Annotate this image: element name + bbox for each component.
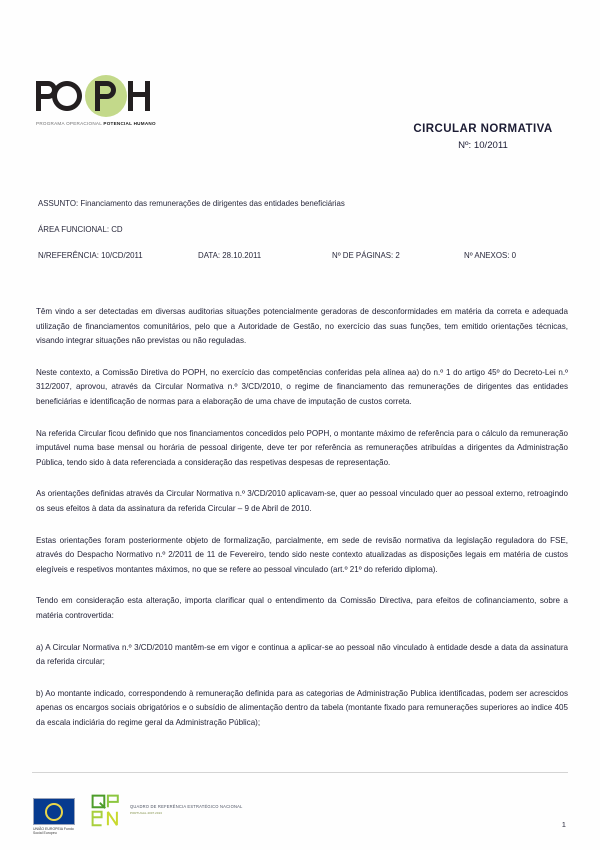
- body-paragraph: Na referida Circular ficou definido que nos financiamentos concedidos pelo POPH, o montante máximo de referência para o cálculo da remuneração imputável numa base mensal ou horária de pessoal dirigente, deve ter por referência as remunerações atribuídas a dirigentes da Administração Pública, tendo sido à data referenciada a consideração das respetivas despesas de representação.: [36, 428, 568, 467]
- document-number: Nº: 10/2011: [458, 140, 508, 151]
- meta-data: DATA: 28.10.2011: [198, 251, 262, 260]
- qren-title: QUADRO DE REFERÊNCIA ESTRATÉGICO NACIONAL: [130, 803, 243, 809]
- poph-logo-mark: [34, 74, 162, 118]
- eu-flag-icon: [33, 798, 75, 825]
- body-paragraph: Neste contexto, a Comissão Diretiva do POPH, no exercício das competências conferidas pela alínea aa) do n.º 1 do artigo 45º do Decreto-Lei n.º 312/2007, aprovou, através da Circular Normativa n.º 3/CD/2010, o regime de financiamento das remunerações de dirigentes das entidades beneficiárias e identificação de normas para a elaboração de uma chave de imputação de custos correta.: [36, 367, 568, 406]
- document-header: [0, 0, 600, 175]
- poph-tagline-bold: POTENCIAL HUMANO: [103, 121, 156, 126]
- body-paragraph: Tendo em consideração esta alteração, importa clarificar qual o entendimento da Comissão Directiva, para efeitos de cofinanciamento, sobre a matéria controvertida:: [36, 596, 568, 620]
- body-list-item-b: b) Ao montante indicado, correspondendo à remuneração definida para as categorias de Administração Publica identificadas, podem ser acrescidos apenas os encargos sociais obrigatórios e o subsídio de alimentação dentro da tabela (montante fixado para remunerações superiores ao indice 405 da escala indiciária do regime geral da Administração Pública);: [36, 688, 568, 727]
- poph-logo: [34, 74, 164, 136]
- qren-logo: [89, 792, 243, 828]
- footer-divider: [32, 772, 568, 773]
- eu-logo: [33, 798, 79, 836]
- qren-text-block: [130, 804, 243, 817]
- qren-subtitle: PORTUGAL 2007.2013: [130, 810, 163, 815]
- page-number: 1: [561, 820, 566, 829]
- body-list-item-a: a) A Circular Normativa n.º 3/CD/2010 mantêm-se em vigor e continua a aplicar-se ao pessoal não vinculado à entidade desde a data da assinatura da referida circular;: [36, 642, 568, 667]
- qren-mark-icon: [89, 792, 125, 828]
- body-paragraph: As orientações definidas através da Circular Normativa n.º 3/CD/2010 aplicavam-se, quer ao pessoal vinculado quer ao pessoal externo, retroagindo os seus efeitos à data da assinatura da referida Circular – 9 de Abril de 2010.: [36, 489, 568, 513]
- eu-stars-icon: [45, 803, 63, 821]
- meta-assunto: ASSUNTO: Financiamento das remunerações de dirigentes das entidades beneficiárias: [38, 199, 345, 208]
- meta-anexos: Nº ANEXOS: 0: [464, 251, 516, 260]
- poph-tagline-thin: PROGRAMA OPERACIONAL: [36, 121, 102, 126]
- body-paragraph: Têm vindo a ser detectadas em diversas auditorias situações potencialmente geradoras de desconformidades em matéria da correta e adequada utilização de financiamentos comunitários, pelo que a Autoridade de Gestão, no exercício das suas funções, tem emitido orientações técnicas, visando integrar situações não previstas ou não reguladas.: [36, 307, 568, 346]
- eu-logo-caption: UNIÃO EUROPEIA Fundo Social Europeu: [33, 827, 74, 836]
- meta-area-funcional: ÁREA FUNCIONAL: CD: [38, 225, 123, 234]
- poph-tagline: [36, 121, 164, 127]
- document-body: [36, 305, 568, 747]
- document-footer: [32, 780, 568, 840]
- page-title: CIRCULAR NORMATIVA: [413, 123, 553, 135]
- document-title-block: [388, 122, 578, 152]
- meta-referencia: N/REFERÊNCIA: 10/CD/2011: [38, 251, 143, 260]
- meta-paginas: Nº DE PÁGINAS: 2: [332, 251, 400, 260]
- body-paragraph: Estas orientações foram posteriormente objeto de formalização, parcialmente, em sede de revisão normativa da legislação reguladora do FSE, através do Despacho Normativo n.º 2/2011 de 11 de Fevereiro, tendo sido neste contexto atualizadas as disposições legais em matéria de custos elegíveis e respetivos montantes máximos, no que se refere ao pessoal vinculado (art.º 21º do referido diploma).: [36, 535, 568, 574]
- meta-reference-row: [38, 250, 570, 261]
- poph-wordmark-icon: [34, 75, 162, 117]
- document-meta-block: [38, 198, 570, 261]
